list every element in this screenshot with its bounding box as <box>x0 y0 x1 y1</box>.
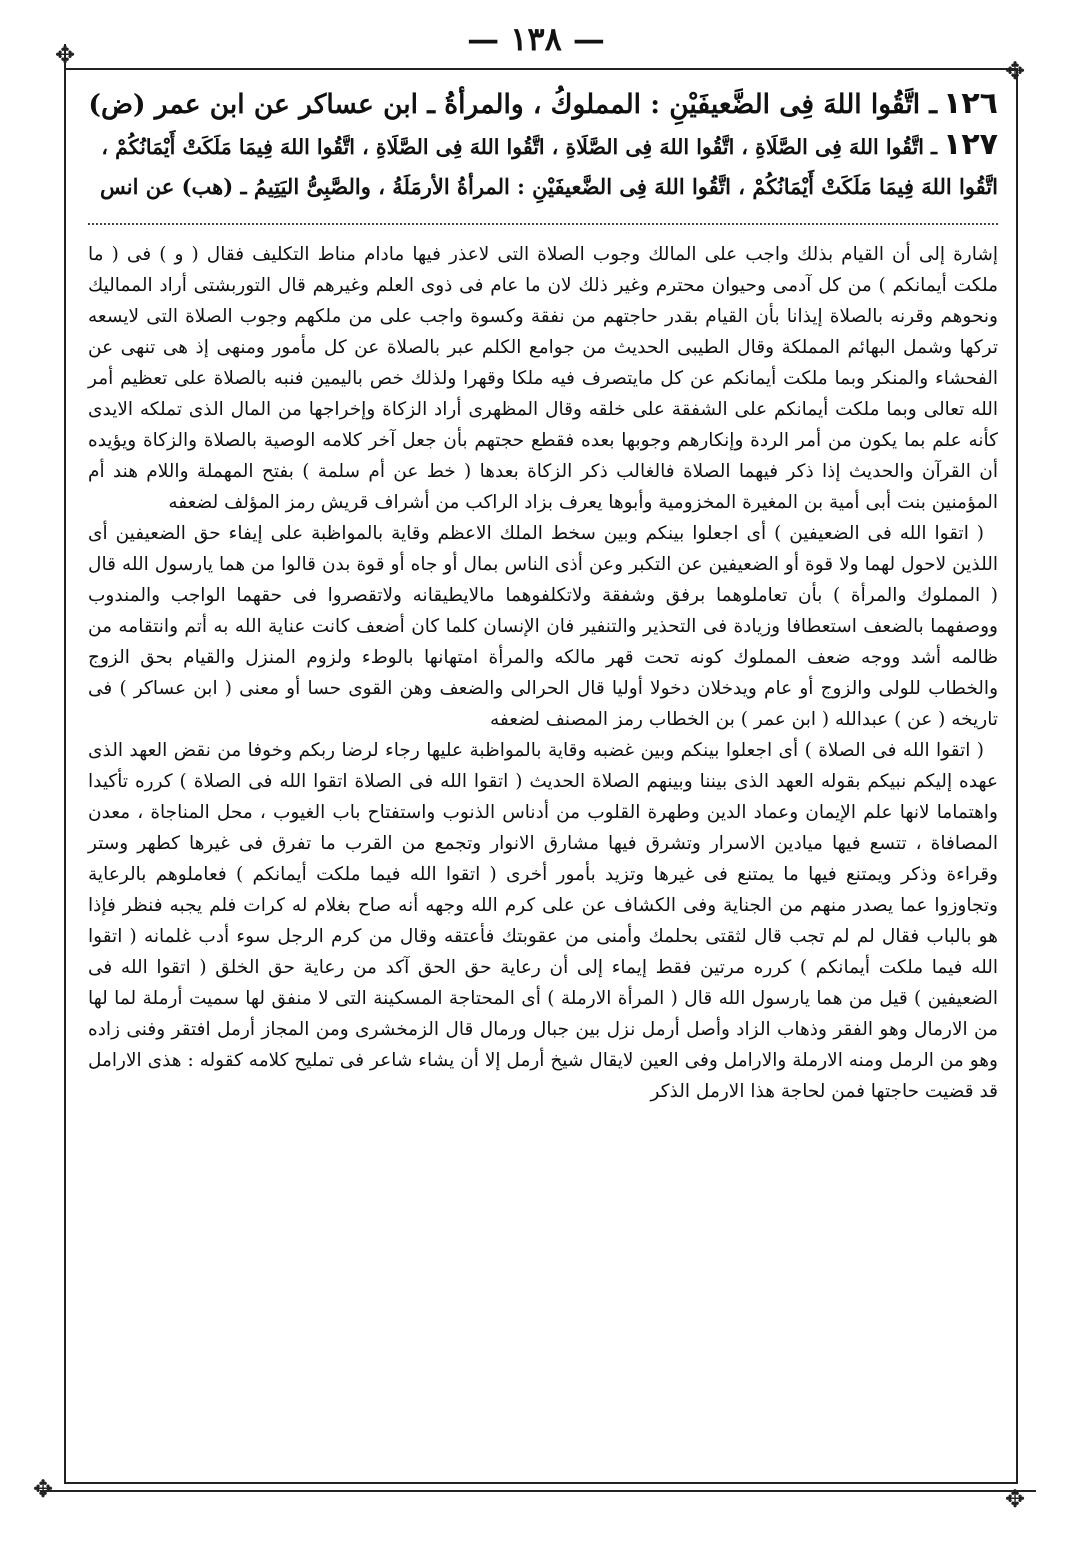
hadith-number: ١٢٦ <box>943 86 998 121</box>
page-number: — ١٣٨ — <box>467 20 605 58</box>
hadith-number: ١٢٧ <box>943 127 998 162</box>
commentary-paragraph: ( اتقوا الله فى الصلاة ) أى اجعلوا بينكم وبين غضبه وقاية بالمواظبة عليها رجاء لرضا ربكم وخوفا من نقض العهد الذى عهده إليكم نبيكم بقوله العهد الذى بيننا وبينهم الصلاة الحديث ( اتقوا الله فى الصلاة اتقوا الله فى الصلاة ) كرره تأكيدا واهتماما لانها علم الإيمان وعماد الدين وطهرة القلوب من أدناس الذنوب واستفتاح باب الغيوب ، محل المناجاة ، معدن المصافاة ، تتسع فيها ميادين الاسرار وتشرق فيها مشارق الانوار وتجمع من القرب ما تفرق فى غيرها كطهر وستر وقراءة وذكر ويمتنع فيها ما يمتنع فى غيرها وتزيد بأمور أخرى ( اتقوا الله فيما ملكت أيمانكم ) فعاملوهم بالرعاية وتجاوزوا عما يصدر منهم من الجناية وفى الكشاف عن على كرم الله وجهه أنه صاح بغلام له كرات فلم يجبه فنظر فإذا هو بالباب فقال لم لم تجب قال لثقتى بحلمك وأمنى من عقوبتك فأعتقه وقال من كرم الرجل سوء أدب غلمانه ( اتقوا الله فيما ملكت أيمانكم ) كرره مرتين فقط إيماء إلى أن رعاية حق الحق آكد من رعاية حق الخلق ( اتقوا الله فى الضعيفين ) قيل من هما يارسول الله قال ( المرأة الارملة ) أى المحتاجة المسكينة التى لا منفق لها سميت أرملة لما لها من الارمال وهو الفقر وذهاب الزاد وأصل أرمل نزل بين جبال ورمال قال الزمخشرى ومن المجاز أرمل افتقر وفنى زاده وهو من الرمل ومنه الارملة والارامل وفى العين لايقال شيخ أرمل إلا أن يشاء شاعر فى تمليح كلامه كقوله : هذى الارامل قد قضيت حاجتها فمن لحاجة هذا الارمل الذكر <box>88 740 998 1102</box>
bottom-rule <box>40 1490 1036 1492</box>
hadith-text: اتَّقُوا اللهَ فِيمَا مَلَكَتْ أَيْمَانُكُمْ ، اتَّقُوا اللهَ فِى الضَّعيفَيْنِ : المرأةُ الأرمَلَةُ ، والصَّبِىُّ اليَتِيمُ ـ (هب) عن انس <box>100 174 998 199</box>
corner-ornament-icon: ✥ <box>1004 57 1026 85</box>
corner-ornament-icon: ✥ <box>32 1475 54 1503</box>
hadith-126 <box>88 84 998 125</box>
hadith-127-continued <box>88 167 998 207</box>
commentary-paragraph: ( اتقوا الله فى الضعيفين ) أى اجعلوا بينكم وبين سخط الملك الاعظم وقاية بالمواظبة على إيفاء حق الضعيفين أى اللذين لاحول لهما ولا قوة أو الضعيفين عن التكبر وعن أذى الناس بمال أو جاه أو قوة بدن قالوا من هما يارسول الله قال ( المملوك والمرأة ) بأن تعاملوهما برفق وشفقة ولاتكلفوهما مالايطيقانه ولاتقصروا فى حقهما الواجب والمندوب ووصفهما بالضعف استعطافا وزيادة فى التحذير والتنفير فان الإنسان كلما كان أضعف كانت عناية الله به أتم وانتقامه من ظالمه أشد ووجه ضعف المملوك كونه تحت قهر مالكه والمرأة امتهانها بالوطء ولزوم المنزل والقيام بحق الزوج والخطاب للولى والزوج أو عام ويدخلان دخولا أوليا قال الحرالى والضعف وهن القوى حسا أو معنى ( ابن عساكر ) فى تاريخه ( عن ) عبدالله ( ابن عمر ) بن الخطاب رمز المصنف لضعفه <box>88 523 998 730</box>
commentary <box>88 239 998 1107</box>
dotted-divider <box>88 223 998 225</box>
hadith-127 <box>88 125 998 167</box>
hadith-text: ـ اتَّقُوا اللهَ فِى الصَّلَاةِ ، اتَّقُوا اللهَ فِى الصَّلَاةِ ، اتَّقُوا اللهَ فِى الصَّلَاةِ ، اتَّقُوا اللهَ فِيمَا مَلَكَتْ أَيْمَانُكُمْ ، <box>101 135 938 159</box>
corner-ornament-icon: ✥ <box>54 41 76 69</box>
commentary-paragraph: إشارة إلى أن القيام بذلك واجب على المالك وجوب الصلاة التى لاعذر فيها مادام مناط التكليف فقال ( و ) فى ( ما ملكت أيمانكم ) من كل آدمى وحيوان محترم وغير ذلك لان ما عام فى ذوى العلم وغيرهم قال التوربشتى أراد المماليك ونحوهم وقرنه بالصلاة إيذانا بأن القيام بقدر حاجتهم من نفقة وكسوة واجب على من ملكهم وجوب الصلاة التى لايسعه تركها وشمل البهائم المملكة وقال الطيبى الحديث من جوامع الكلم عبر بالصلاة عن كل مأمور ومنهى إذ هى تنهى عن الفحشاء والمنكر وبما ملكت أيمانكم عن كل مايتصرف فيه ملكا وقهرا ولذلك خص باليمين فنبه بالصلاة على تعظيم أمر الله تعالى وبما ملكت أيمانكم على الشفقة على خلقه وقال المظهرى أراد الزكاة وإخراجها من المال الذى تملكه الايدى كأنه علم بما يكون من أمر الردة وإنكارهم وجوبها بعده فقطع حجتهم بأن جعل آخر كلامه الوصية بالصلاة والزكاة ويؤيده أن القرآن والحديث إذا ذكر فيهما الصلاة فالغالب ذكر الزكاة بعدها ( خط عن أم سلمة ) بفتح المهملة واللام هند أم المؤمنين بنت أبى أمية بن المغيرة المخزومية وأبوها يعرف بزاد الراكب من أشراف قريش رمز المؤلف لضعفه <box>88 244 998 513</box>
corner-ornament-icon: ✥ <box>1004 1485 1026 1513</box>
page-content <box>88 84 998 1107</box>
hadith-text: ـ اتَّقُوا اللهَ فِى الضَّعيفَيْنِ : المملوكُ ، والمرأةُ ـ ابن عساكر عن ابن عمر (ض) <box>88 89 938 120</box>
